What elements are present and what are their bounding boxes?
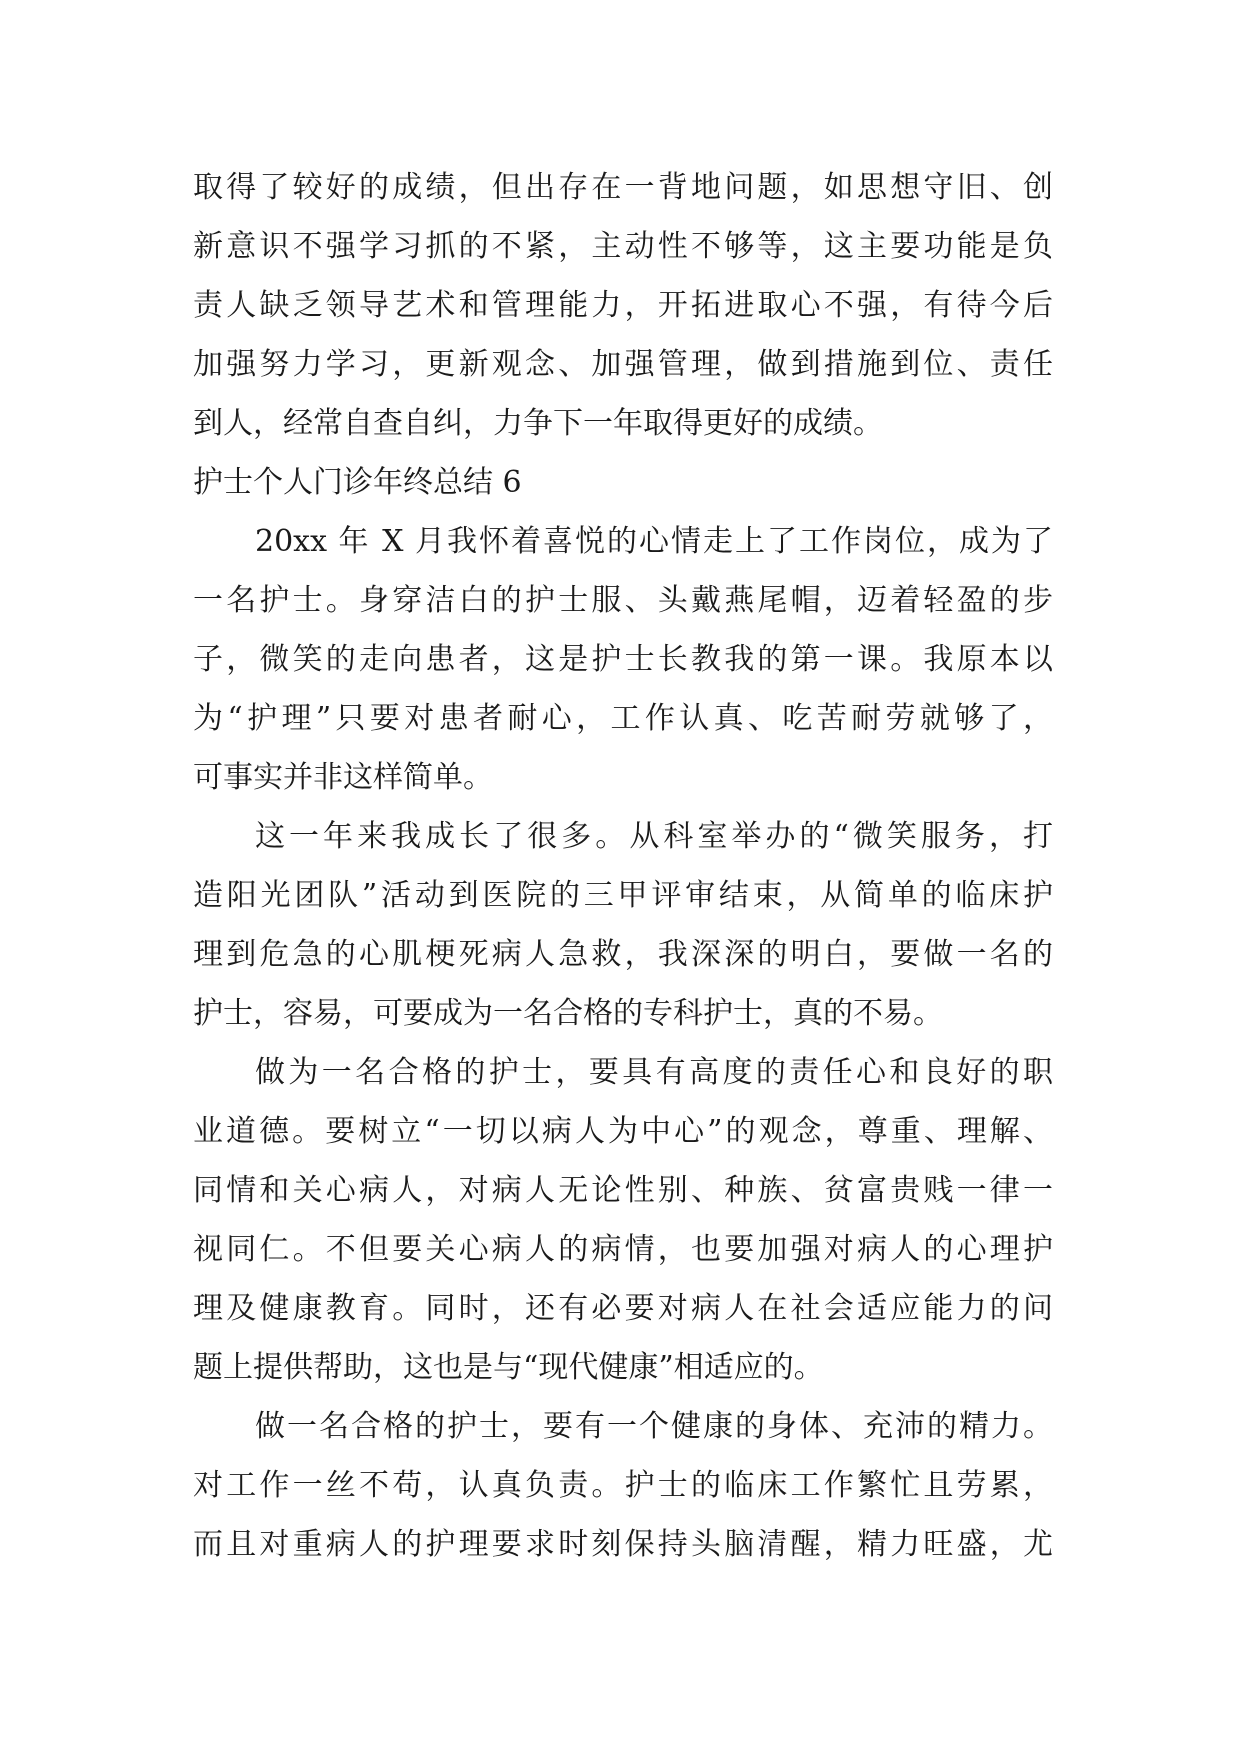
text-line: 子，微笑的走向患者，这是护士长教我的第一课。我原本以 [193,642,1053,677]
text-line: 取得了较好的成绩，但出存在一背地问题，如思想守旧、创 [193,170,1053,205]
text-line: 视同仁。不但要关心病人的病情，也要加强对病人的心理护 [193,1232,1053,1267]
text-line: 理及健康教育。同时，还有必要对病人在社会适应能力的问 [193,1291,1053,1326]
section-heading: 护士个人门诊年终总结 6 [193,465,522,500]
text-line: 加强努力学习，更新观念、加强管理，做到措施到位、责任 [193,347,1053,382]
text-line: 为“护理”只要对患者耐心，工作认真、吃苦耐劳就够了， [193,701,1053,736]
text-line: 这一年来我成长了很多。从科室举办的“微笑服务，打 [255,819,1053,854]
paragraph-continuation [193,158,1053,453]
paragraph [193,1043,1053,1397]
text-line: 理到危急的心肌梗死病人急救，我深深的明白，要做一名的 [193,937,1053,972]
text-line: 做为一名合格的护士，要具有高度的责任心和良好的职 [255,1055,1053,1090]
paragraph [193,512,1053,807]
text-line: 题上提供帮助，这也是与“现代健康”相适应的。 [193,1350,824,1385]
text-line: 同情和关心病人，对病人无论性别、种族、贫富贵贱一律一 [193,1173,1053,1208]
text-line: 新意识不强学习抓的不紧，主动性不够等，这主要功能是负 [193,229,1053,264]
paragraph [193,807,1053,1043]
text-line: 护士，容易，可要成为一名合格的专科护士，真的不易。 [193,996,943,1031]
document-body [193,158,1053,1574]
text-line: 到人，经常自查自纠，力争下一年取得更好的成绩。 [193,406,883,441]
text-line: 一名护士。身穿洁白的护士服、头戴燕尾帽，迈着轻盈的步 [193,583,1053,618]
text-line: 业道德。要树立“一切以病人为中心”的观念，尊重、理解、 [193,1114,1053,1149]
text-line: 对工作一丝不苟，认真负责。护士的临床工作繁忙且劳累， [193,1468,1053,1503]
paragraph [193,1397,1053,1574]
text-line: 责人缺乏领导艺术和管理能力，开拓进取心不强，有待今后 [193,288,1053,323]
text-line: 20xx 年 X 月我怀着喜悦的心情走上了工作岗位，成为了 [255,524,1053,559]
text-line: 做一名合格的护士，要有一个健康的身体、充沛的精力。 [255,1409,1053,1444]
text-line: 而且对重病人的护理要求时刻保持头脑清醒，精力旺盛，尤 [193,1527,1053,1562]
text-line: 造阳光团队”活动到医院的三甲评审结束，从简单的临床护 [193,878,1053,913]
text-line: 可事实并非这样简单。 [193,760,493,795]
